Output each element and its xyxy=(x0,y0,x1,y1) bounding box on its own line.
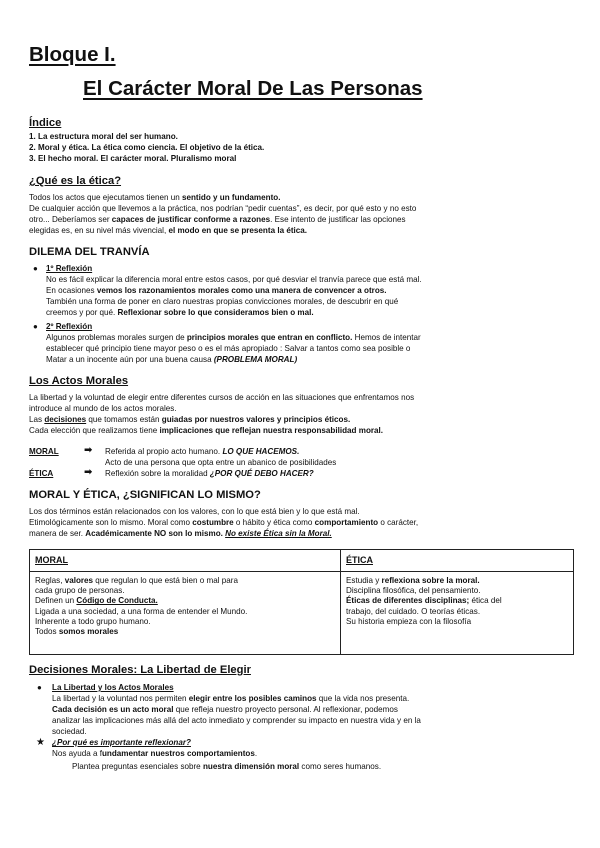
text-run: Estudia y xyxy=(346,576,382,585)
text-run: No existe Ética sin la Moral. xyxy=(225,529,332,538)
cell-line: trabajo, del cuidado. O teorías éticas. xyxy=(346,606,481,616)
text-run: Hemos de intentar xyxy=(352,333,421,342)
que-es-etica-line: De cualquier acción que llevemos a la práctica, nos podrían “pedir cuentas”, es decir, por qué esto y no esto xyxy=(29,204,417,213)
text-run: elegidas es, en su nivel más vivencial, xyxy=(29,226,169,235)
text-run: La libertad y la voluntad nos permiten xyxy=(52,694,189,703)
text-run: Todos los actos que ejecutamos tienen un xyxy=(29,193,182,202)
cell-line: Ligada a una sociedad, a una forma de entender el Mundo. xyxy=(35,606,248,616)
moral-label: MORAL xyxy=(29,447,59,456)
indice-item: 3. El hecho moral. El carácter moral. Pluralismo moral xyxy=(29,154,237,163)
cell-line: Su historia empieza con la filosofía xyxy=(346,616,472,626)
text-run: o hábito y ética como xyxy=(233,518,315,527)
bullet-icon: ● xyxy=(33,264,38,273)
text-run: Reflexión sobre la moralidad xyxy=(105,469,210,478)
cell-line: Inherente a todo grupo humano. xyxy=(35,616,151,626)
reflexion-1-title: 1º Reflexión xyxy=(46,264,93,273)
text-run: Definen un xyxy=(35,596,77,606)
cell-line xyxy=(35,627,335,637)
moral-etica-heading: MORAL Y ÉTICA, ¿SIGNIFICAN LO MISMO? xyxy=(29,489,261,501)
text-run: ética del xyxy=(469,596,502,606)
decisiones-heading: Decisiones Morales: La Libertad de Elegir xyxy=(29,664,251,676)
text-run: . xyxy=(254,749,258,758)
libertad-line: analizar las implicaciones más allá del acto inmediato y comprender su impacto en nuestra vida y en la xyxy=(52,716,421,725)
text-run: En ocasiones xyxy=(46,286,97,295)
text-run: nuestra dimensión moral xyxy=(202,762,300,771)
indice-item: 1. La estructura moral del ser humano. xyxy=(29,132,178,141)
moral-etica-line: Los dos términos están relacionados con los valores, con lo que está bien y lo que está mal. xyxy=(29,507,360,516)
table-cell-etica xyxy=(341,572,574,655)
text-run: o carácter, xyxy=(378,518,419,527)
reflexionar-line xyxy=(52,749,257,760)
cell-line: Disciplina filosófica, del pensamiento. xyxy=(346,586,481,596)
text-run: (PROBLEMA MORAL) xyxy=(213,355,298,364)
title-line-2: El Carácter Moral De Las Personas xyxy=(83,77,423,100)
table-cell-moral xyxy=(30,572,341,655)
text-run: que tomamos están xyxy=(86,415,162,424)
arrow-right-icon: ➡ xyxy=(84,445,93,456)
text-run: que la vida nos presenta. xyxy=(316,694,410,703)
text-run: Matar a un inocente aún por una buena causa xyxy=(46,355,214,364)
reflexion-1-line: También una forma de poner en claro nuestras propias convicciones morales, de descubrir en qué xyxy=(46,297,399,306)
text-run: sentido y un fundamento. xyxy=(181,193,281,202)
actos-line: La libertad y la voluntad de elegir entre diferentes cursos de acción en las situaciones que enfrentamos nos xyxy=(29,393,415,402)
text-run: Las xyxy=(29,415,45,424)
reflexion-1-line: No es fácil explicar la diferencia moral entre estos casos, por qué desviar el tranvía parece que está mal. xyxy=(46,275,422,284)
text-run: somos morales xyxy=(58,627,119,637)
etica-definition xyxy=(105,469,314,480)
table-row xyxy=(30,572,574,655)
text-run: decisiones xyxy=(44,415,87,424)
reflexion-2-line: establecer qué principio tiene mayor peso o es el más apropiado : Salvar a tantos como sea posible o xyxy=(46,344,411,353)
cell-line: cada grupo de personas. xyxy=(35,586,125,596)
libertad-line xyxy=(52,694,409,705)
libertad-line: sociedad. xyxy=(52,727,87,736)
moral-etica-line xyxy=(29,529,332,540)
text-run: LO QUE HACEMOS. xyxy=(222,447,300,456)
text-run: capaces de justificar conforme a razones xyxy=(111,215,271,224)
text-run: como seres humanos. xyxy=(299,762,382,771)
bullet-icon: ● xyxy=(37,683,42,692)
text-run: Éticas de diferentes disciplinas; xyxy=(346,596,470,606)
text-run: implicaciones que reflejan nuestra responsabilidad moral. xyxy=(159,426,384,435)
que-es-etica-line xyxy=(29,226,307,237)
actos-heading: Los Actos Morales xyxy=(29,375,129,387)
text-run: ¿POR QUÉ DEBO HACER? xyxy=(209,469,314,478)
reflexion-2-line xyxy=(46,355,297,366)
reflexion-2-line xyxy=(46,333,421,344)
text-run: Código de Conducta. xyxy=(76,596,158,606)
star-icon: ★ xyxy=(36,737,45,748)
text-run: elegir entre los posibles caminos xyxy=(188,694,317,703)
text-run: el modo en que se presenta la ética. xyxy=(168,226,308,235)
cell-line xyxy=(346,576,568,586)
libertad-title: La Libertad y los Actos Morales xyxy=(52,683,174,692)
actos-line xyxy=(29,415,350,426)
text-run: Todos xyxy=(35,627,59,637)
text-run: guiadas por nuestros valores y principios éticos. xyxy=(161,415,351,424)
text-run: Académicamente NO son lo mismo. xyxy=(85,529,226,538)
que-es-etica-line xyxy=(29,215,406,226)
text-run: costumbre xyxy=(192,518,234,527)
text-run: . Ese intento de justificar las opciones xyxy=(270,215,406,224)
que-es-etica-line xyxy=(29,193,280,204)
text-run: creemos y por qué. xyxy=(46,308,118,317)
text-run: que regulan lo que está bien o mal para xyxy=(93,576,238,585)
text-run: principios morales que entran en conflicto. xyxy=(186,333,353,342)
table-header-moral: MORAL xyxy=(30,550,341,572)
moral-definition-2: Acto de una persona que opta entre un abanico de posibilidades xyxy=(105,458,337,467)
cell-line xyxy=(35,596,335,606)
text-run: vemos los razonamientos morales como una manera de convencer a otros. xyxy=(96,286,387,295)
que-es-etica-heading: ¿Qué es la ética? xyxy=(29,175,122,187)
dilema-heading: DILEMA DEL TRANVÍA xyxy=(29,246,150,258)
text-run: Algunos problemas morales surgen de xyxy=(46,333,187,342)
indice-item: 2. Moral y ética. La ética como ciencia. El objetivo de la ética. xyxy=(29,143,265,152)
text-run: Plantea preguntas esenciales sobre xyxy=(72,762,203,771)
reflexion-2-title: 2º Reflexión xyxy=(46,322,93,331)
text-run: Reglas, xyxy=(35,576,65,585)
text-run: Nos ayuda a f xyxy=(52,749,102,758)
reflexionar-title: ¿Por qué es importante reflexionar? xyxy=(52,738,191,747)
text-run: undamentar nuestros comportamientos xyxy=(101,749,255,758)
text-run: Etimológicamente son lo mismo. Moral como xyxy=(29,518,193,527)
moral-etica-table xyxy=(29,549,574,655)
table-header-etica: ÉTICA xyxy=(341,550,574,572)
text-run: manera de ser. xyxy=(29,529,86,538)
title-line-1: Bloque I. xyxy=(29,43,116,66)
text-run: reflexiona sobre la moral. xyxy=(381,576,480,585)
text-run: Referida al propio acto humano. xyxy=(105,447,223,456)
reflexion-1-line xyxy=(46,286,387,297)
reflexionar-line xyxy=(72,762,381,773)
etica-label: ÉTICA xyxy=(29,469,54,478)
text-run: que refleja nuestro proyecto personal. Al reflexionar, podemos xyxy=(173,705,398,714)
moral-etica-line xyxy=(29,518,418,529)
text-run: Reflexionar sobre lo que consideramos bien o mal. xyxy=(117,308,314,317)
text-run: Cada decisión es un acto moral xyxy=(52,705,174,714)
text-run: otro... Deberíamos ser xyxy=(29,215,112,224)
bullet-icon: ● xyxy=(33,322,38,331)
indice-heading: Índice xyxy=(29,117,62,129)
libertad-line xyxy=(52,705,398,716)
text-run: Cada elección que realizamos tiene xyxy=(29,426,160,435)
cell-line xyxy=(346,596,568,606)
actos-line: introduce al mundo de los actos morales. xyxy=(29,404,177,413)
cell-line xyxy=(35,576,335,586)
actos-line xyxy=(29,426,383,437)
arrow-right-icon: ➡ xyxy=(84,467,93,478)
text-run: valores xyxy=(64,576,94,585)
reflexion-1-line xyxy=(46,308,314,319)
text-run: comportamiento xyxy=(314,518,379,527)
table-header-row xyxy=(30,550,574,572)
moral-definition xyxy=(105,447,299,458)
